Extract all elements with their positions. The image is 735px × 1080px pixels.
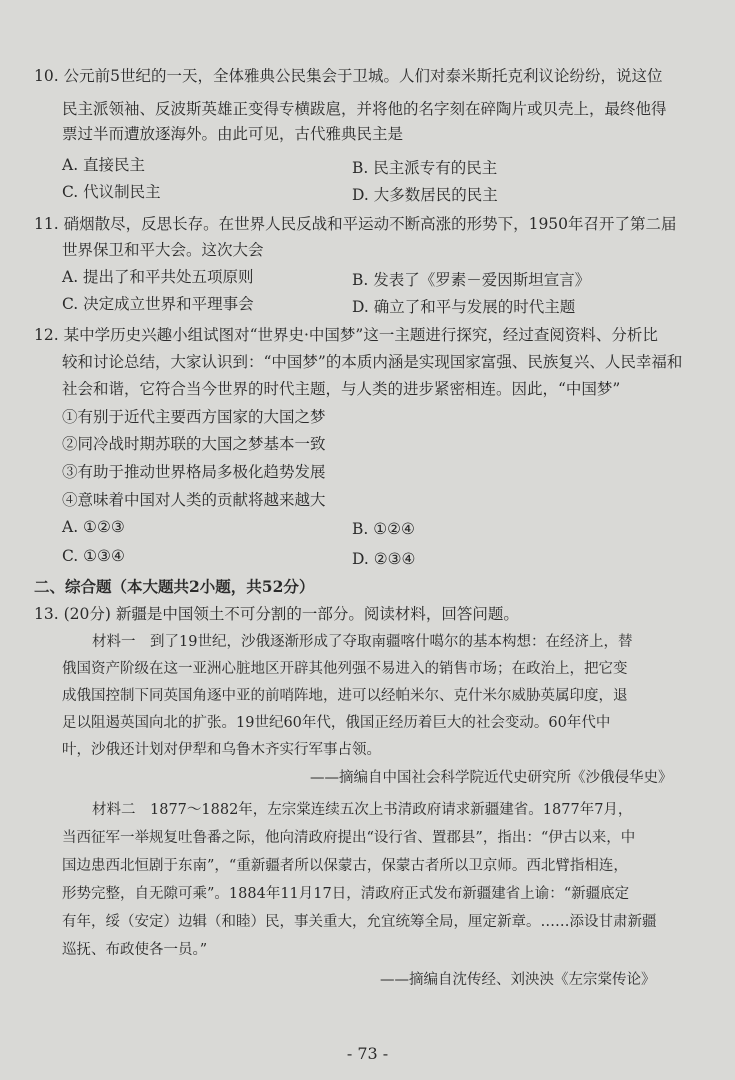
page-number: - 73 - — [346, 1044, 389, 1063]
q10-option-a: A. 直接民主 — [62, 156, 146, 174]
q10-option-c: C. 代议制民主 — [62, 183, 161, 201]
material1-line-4: 足以阻遏英国向北的扩张。19世纪60年代，俄国正经历着巨大的社会变动。60年代中 — [62, 715, 611, 731]
material1-line-3: 成俄国控制下同英国角逐中亚的前哨阵地，进可以经帕米尔、克什米尔威胁英属印度，退 — [62, 688, 628, 704]
q11-option-c: C. 决定成立世界和平理事会 — [62, 295, 254, 313]
q10-option-d: D. 大多数居民的民主 — [352, 186, 498, 204]
material1-line-5: 叶，沙俄还计划对伊犁和乌鲁木齐实行军事占领。 — [62, 742, 381, 758]
q12-item-2: ②同冷战时期苏联的大国之梦基本一致 — [62, 435, 326, 453]
q12-item-3: ③有助于推动世界格局多极化趋势发展 — [62, 463, 326, 481]
q12-option-c: C. ①③④ — [62, 547, 125, 565]
material2-line-1: 材料二 1877～1882年，左宗棠连续五次上书清政府请求新疆建省。1877年7月， — [92, 802, 633, 818]
q12-option-b: B. ①②④ — [352, 520, 415, 538]
material2-line-4: 形势完整，自无隙可乘”。1884年11月17日，清政府正式发布新疆建省上谕：“新疆底定 — [62, 886, 630, 902]
q12-item-4: ④意味着中国对人类的贡献将越来越大 — [62, 491, 326, 509]
q10-line-3: 票过半而遭放逐海外。由此可见，古代雅典民主是 — [62, 125, 404, 143]
material2-line-6: 巡抚、布政使各一员。” — [62, 942, 208, 958]
q10-line-2: 民主派领袖、反波斯英雄正变得专横跋扈，并将他的名字刻在碎陶片或贝壳上，最终他得 — [62, 100, 667, 118]
q12-option-a: A. ①②③ — [62, 518, 125, 536]
material1-line-2: 俄国资产阶级在这一亚洲心脏地区开辟其他列强不易进入的销售市场；在政治上，把它变 — [62, 661, 628, 677]
q12-line-3: 社会和谐，它符合当今世界的时代主题，与人类的进步紧密相连。因此，“中国梦” — [62, 380, 621, 398]
q12-line-2: 较和讨论总结，大家认识到：“中国梦”的本质内涵是实现国家富强、民族复兴、人民幸福和 — [62, 353, 683, 371]
material2-line-3: 国边患西北恒剧于东南”，“重新疆者所以保蒙古，保蒙古者所以卫京师。西北臂指相连， — [62, 858, 628, 874]
q12-option-d: D. ②③④ — [352, 550, 416, 568]
q12-item-1: ①有别于近代主要西方国家的大国之梦 — [62, 408, 326, 426]
section-heading: 二、综合题（本大题共2小题，共52分） — [34, 577, 315, 596]
q10-line-1: 10. 公元前5世纪的一天，全体雅典公民集会于卫城。人们对泰米斯托克利议论纷纷，说这位 — [34, 67, 663, 85]
q10-option-b: B. 民主派专有的民主 — [352, 159, 498, 177]
q11-option-b: B. 发表了《罗素－爱因斯坦宣言》 — [352, 271, 591, 289]
material1-line-1: 材料一 到了19世纪，沙俄逐渐形成了夺取南疆喀什噶尔的基本构想：在经济上，替 — [92, 634, 633, 650]
material2-line-5: 有年，绥（安定）边辑（和睦）民，事关重大，允宜统筹全局，厘定新章。……添设甘肃新疆 — [62, 914, 657, 930]
q11-line-2: 世界保卫和平大会。这次大会 — [62, 241, 264, 259]
material2-line-2: 当西征军一举规复吐鲁番之际，他向清政府提出“设行省、置郡县”，指出：“伊古以来，中 — [62, 830, 636, 846]
q11-line-1: 11. 硝烟散尽，反思长存。在世界人民反战和平运动不断高涨的形势下，1950年召开了第二届 — [34, 215, 677, 233]
q11-option-a: A. 提出了和平共处五项原则 — [62, 268, 254, 286]
material2-source: ——摘编自沈传经、刘泱泱《左宗棠传论》 — [380, 972, 656, 988]
material1-source: ——摘编自中国社会科学院近代史研究所《沙俄侵华史》 — [310, 770, 673, 786]
q11-option-d: D. 确立了和平与发展的时代主题 — [352, 298, 576, 316]
q12-line-1: 12. 某中学历史兴趣小组试图对“世界史·中国梦”这一主题进行探究，经过查阅资料、分析比 — [34, 326, 658, 344]
q13-stem: 13. (20分) 新疆是中国领土不可分割的一部分。阅读材料，回答问题。 — [34, 605, 519, 623]
